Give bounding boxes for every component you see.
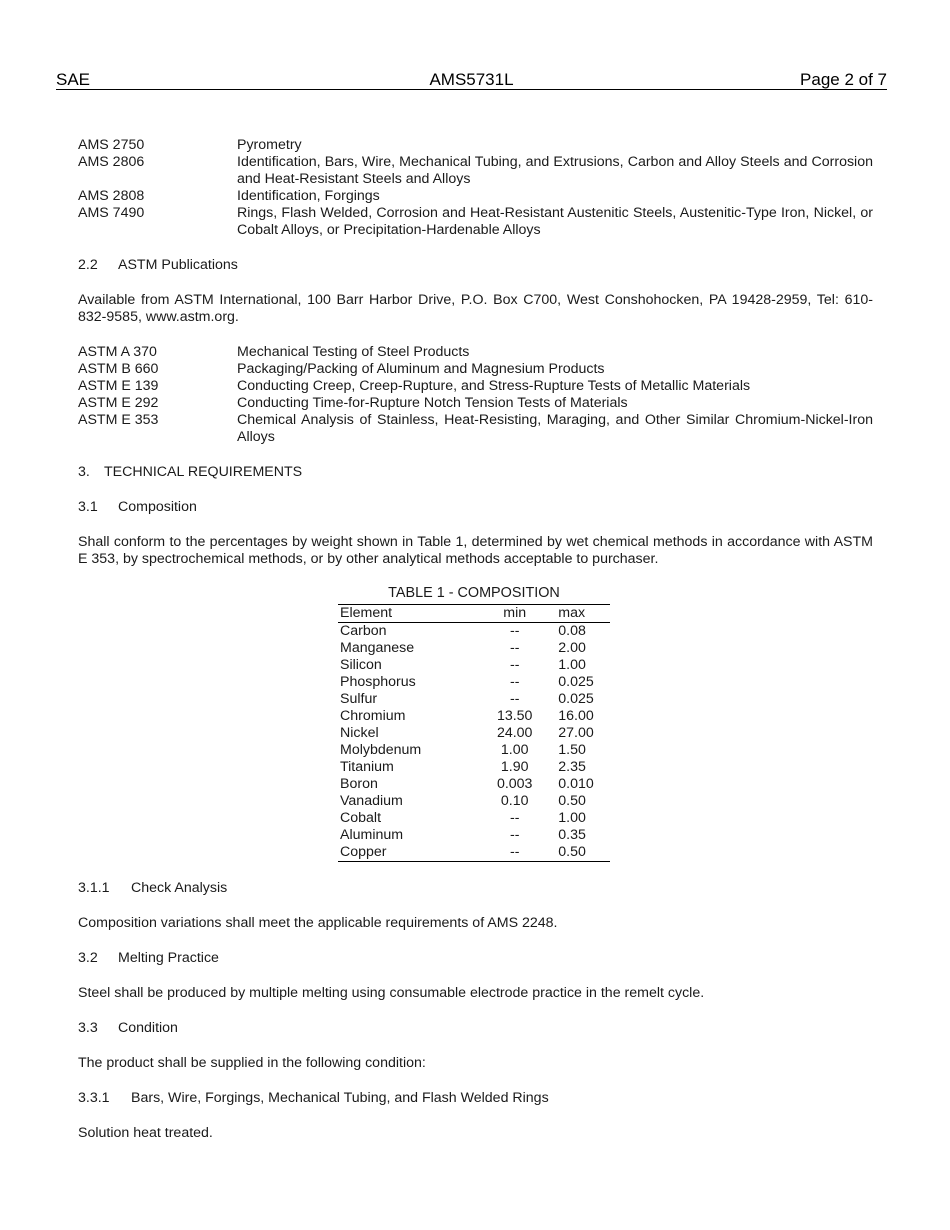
cell-element: Carbon: [340, 623, 387, 639]
document-body-lower: [78, 880, 873, 1160]
cell-min: 24.00: [496, 725, 533, 741]
ref-code: ASTM A 370: [78, 344, 157, 360]
section-title: Check Analysis: [131, 880, 228, 896]
cell-min: --: [509, 640, 520, 656]
section-title: TECHNICAL REQUIREMENTS: [104, 464, 303, 480]
ref-desc: Identification, Forgings: [237, 188, 380, 204]
column-header-min: min: [471, 605, 558, 623]
cell-element: Chromium: [340, 708, 406, 724]
ref-desc: Packaging/Packing of Aluminum and Magnesium Products: [237, 361, 605, 377]
cell-max: 0.35: [558, 827, 586, 843]
composition-table: [338, 604, 610, 862]
header-doc-number: AMS5731L: [429, 70, 514, 89]
condition-text: The product shall be supplied in the following condition:: [78, 1055, 426, 1071]
ref-desc: Identification, Bars, Wire, Mechanical Tubing, and Extrusions, Carbon and Alloy Steels and Corrosion and Heat-Resistant Steels and Alloys: [237, 154, 873, 187]
section-title: Condition: [118, 1020, 178, 1036]
section-title: Melting Practice: [118, 950, 219, 966]
ref-code: AMS 2806: [78, 154, 145, 170]
cell-min: 13.50: [496, 708, 533, 724]
table-row: [338, 810, 610, 827]
astm-availability-text: Available from ASTM International, 100 Barr Harbor Drive, P.O. Box C700, West Conshohocken, PA 19428-2959, Tel: 610-832-9585, www.astm.org.: [78, 292, 873, 325]
melting-practice-text: Steel shall be produced by multiple melting using consumable electrode practice in the remelt cycle.: [78, 985, 705, 1001]
table-row: [338, 708, 610, 725]
table-row: [338, 759, 610, 776]
ref-code: ASTM E 292: [78, 395, 159, 411]
cell-min: 0.003: [496, 776, 533, 792]
cell-min: --: [509, 827, 520, 843]
composition-text: Shall conform to the percentages by weight shown in Table 1, determined by wet chemical methods in accordance with ASTM E 353, by spectrochemical methods, or by other analytical methods acceptable to purchaser.: [78, 534, 873, 567]
cell-min: --: [509, 691, 520, 707]
section-heading-3-3: [78, 1020, 873, 1055]
cell-min: 1.90: [500, 759, 529, 775]
cell-element: Copper: [338, 844, 471, 862]
cell-max: 16.00: [558, 708, 594, 724]
composition-table-block: [338, 584, 610, 862]
ref-code: AMS 2808: [78, 188, 145, 204]
table-row: [338, 640, 610, 657]
section-number: 3.1.1: [78, 880, 110, 896]
cell-max: 0.50: [558, 793, 586, 809]
ref-code: AMS 7490: [78, 205, 145, 221]
section-number: 2.2: [78, 257, 98, 273]
section-title: Bars, Wire, Forgings, Mechanical Tubing, and Flash Welded Rings: [131, 1090, 549, 1106]
cell-min: --: [509, 674, 520, 690]
section-number: 3.3: [78, 1020, 98, 1036]
ref-code: ASTM B 660: [78, 361, 159, 377]
section-heading-3: [78, 464, 873, 481]
section-title: Composition: [118, 499, 197, 515]
cell-max: 1.50: [558, 742, 586, 758]
check-analysis-text: Composition variations shall meet the applicable requirements of AMS 2248.: [78, 915, 558, 931]
cell-element: Manganese: [340, 640, 415, 656]
cell-max: 0.08: [558, 623, 586, 639]
table-row: [338, 657, 610, 674]
section-title: ASTM Publications: [118, 257, 238, 273]
section-heading-2-2: [78, 257, 873, 274]
cell-element: Nickel: [340, 725, 379, 741]
table-row: [338, 674, 610, 691]
ref-desc: Mechanical Testing of Steel Products: [237, 344, 470, 360]
ams-reference-list: [78, 137, 873, 239]
section-number: 3.1: [78, 499, 98, 515]
cell-min: --: [509, 623, 520, 639]
cell-element: Aluminum: [340, 827, 404, 843]
cell-element: Sulfur: [340, 691, 378, 707]
cell-element: Boron: [340, 776, 378, 792]
cell-max: 0.025: [558, 674, 594, 690]
cell-max: 1.00: [558, 810, 586, 826]
column-header-max: max: [558, 605, 610, 623]
table-title: TABLE 1 - COMPOSITION: [388, 585, 560, 601]
section-heading-3-2: [78, 950, 873, 985]
table-row: [338, 742, 610, 759]
cell-element: Titanium: [340, 759, 394, 775]
cell-max: 1.00: [558, 657, 586, 673]
section-number: 3.3.1: [78, 1090, 110, 1106]
cell-element: Molybdenum: [340, 742, 422, 758]
ref-desc: Conducting Creep, Creep-Rupture, and Stress-Rupture Tests of Metallic Materials: [237, 378, 751, 394]
table-row: [338, 623, 610, 641]
table-row: [338, 691, 610, 708]
cell-min: 0.10: [500, 793, 529, 809]
cell-min: --: [471, 844, 558, 862]
table-row: [338, 827, 610, 844]
cell-max: 0.50: [558, 844, 610, 862]
column-header-element: Element: [338, 605, 471, 623]
cell-element: Vanadium: [340, 793, 403, 809]
section-heading-3-1-1: [78, 880, 873, 915]
cell-max: 2.00: [558, 640, 586, 656]
cell-max: 0.010: [558, 776, 594, 792]
cell-min: --: [509, 810, 520, 826]
ref-code: AMS 2750: [78, 137, 145, 153]
ref-desc: Rings, Flash Welded, Corrosion and Heat-Resistant Austenitic Steels, Austenitic-Type Iron, Nickel, or Cobalt Alloys, or Precipitation-Hardenable Alloys: [237, 205, 873, 238]
table-row: [338, 725, 610, 742]
cell-max: 0.025: [558, 691, 594, 707]
cell-min: --: [509, 657, 520, 673]
table-row: [338, 844, 610, 862]
header-page-number: Page 2 of 7: [800, 70, 887, 89]
header-org: SAE: [56, 70, 91, 89]
page-header: [56, 70, 887, 90]
cell-element: Phosphorus: [340, 674, 416, 690]
ref-desc: Chemical Analysis of Stainless, Heat-Resisting, Maraging, and Other Similar Chromium-Nickel-Iron Alloys: [237, 412, 873, 445]
ref-desc: Conducting Time-for-Rupture Notch Tension Tests of Materials: [237, 395, 628, 411]
cell-max: 2.35: [558, 759, 586, 775]
table-row: [338, 776, 610, 793]
solution-heat-treated-text: Solution heat treated.: [78, 1125, 213, 1141]
cell-element: Cobalt: [340, 810, 382, 826]
section-number: 3.2: [78, 950, 98, 966]
cell-max: 27.00: [558, 725, 594, 741]
table-header-row: [338, 605, 610, 623]
document-body: [78, 137, 873, 568]
section-number: 3.: [78, 464, 90, 480]
ref-code: ASTM E 139: [78, 378, 159, 394]
cell-min: 1.00: [500, 742, 529, 758]
ref-code: ASTM E 353: [78, 412, 159, 428]
section-heading-3-1: [78, 499, 873, 516]
astm-reference-list: [78, 344, 873, 446]
section-heading-3-3-1: [78, 1090, 873, 1125]
ref-desc: Pyrometry: [237, 137, 302, 153]
table-row: [338, 793, 610, 810]
cell-element: Silicon: [340, 657, 382, 673]
